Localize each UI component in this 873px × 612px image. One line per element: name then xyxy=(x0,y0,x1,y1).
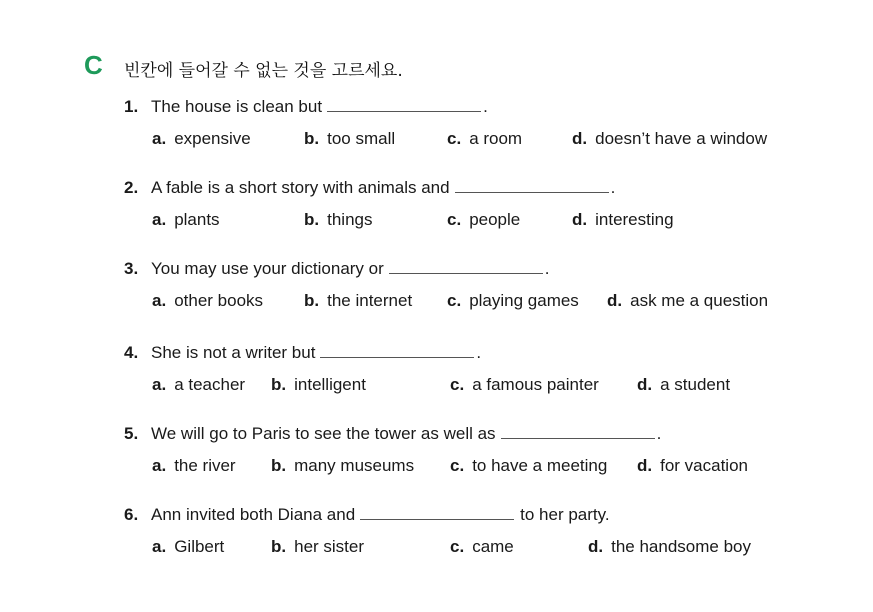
option-text: a room xyxy=(469,129,523,148)
option-text: a teacher xyxy=(174,375,246,394)
option-2d xyxy=(572,210,674,230)
option-letter: c. xyxy=(450,375,465,394)
option-1d xyxy=(572,129,767,149)
option-6d xyxy=(588,537,751,557)
option-letter: a. xyxy=(152,375,167,394)
option-3b xyxy=(304,291,412,311)
question-number: 6. xyxy=(124,505,139,524)
question-text-after: . xyxy=(483,97,488,116)
option-letter: c. xyxy=(447,291,462,310)
option-letter: c. xyxy=(447,129,462,148)
option-letter: d. xyxy=(588,537,604,556)
question-number: 1. xyxy=(124,97,139,116)
answer-blank xyxy=(327,97,481,112)
question-number: 2. xyxy=(124,178,139,197)
option-4a xyxy=(152,375,245,395)
question-6 xyxy=(124,505,610,525)
question-1 xyxy=(124,97,488,117)
option-text: doesn’t have a window xyxy=(595,129,768,148)
question-text: She is not a writer but xyxy=(151,343,316,362)
option-text: the river xyxy=(174,456,236,475)
option-text: expensive xyxy=(174,129,251,148)
option-1b xyxy=(304,129,395,149)
option-2b xyxy=(304,210,372,230)
option-4d xyxy=(637,375,730,395)
answer-blank xyxy=(501,424,655,439)
answer-blank xyxy=(455,178,609,193)
option-text: a student xyxy=(660,375,731,394)
option-letter: c. xyxy=(447,210,462,229)
option-letter: d. xyxy=(637,456,653,475)
option-5b xyxy=(271,456,414,476)
option-letter: c. xyxy=(450,537,465,556)
question-text-after: to her party. xyxy=(520,505,610,524)
question-number: 3. xyxy=(124,259,139,278)
option-text: came xyxy=(472,537,514,556)
option-2a xyxy=(152,210,220,230)
question-text-after: . xyxy=(544,259,550,278)
option-letter: a. xyxy=(152,537,167,556)
question-number: 4. xyxy=(124,343,139,362)
option-text: a famous painter xyxy=(472,375,599,394)
option-3d xyxy=(607,291,768,311)
option-letter: b. xyxy=(304,129,320,148)
option-text: ask me a question xyxy=(630,291,769,310)
question-text: The house is clean but xyxy=(151,97,323,116)
option-3c xyxy=(447,291,579,311)
question-text-after: . xyxy=(610,178,616,197)
option-letter: d. xyxy=(572,210,588,229)
option-text: people xyxy=(469,210,521,229)
option-1c xyxy=(447,129,522,149)
option-text: her sister xyxy=(294,537,365,556)
question-number: 5. xyxy=(124,424,139,443)
option-3a xyxy=(152,291,263,311)
question-2 xyxy=(124,178,615,198)
option-letter: b. xyxy=(271,456,287,475)
option-text: for vacation xyxy=(660,456,748,475)
option-text: the internet xyxy=(327,291,413,310)
question-text: Ann invited both Diana and xyxy=(151,505,356,524)
option-text: to have a meeting xyxy=(472,456,608,475)
question-5 xyxy=(124,424,661,444)
option-6b xyxy=(271,537,364,557)
option-text: too small xyxy=(327,129,396,148)
option-6a xyxy=(152,537,224,557)
option-letter: b. xyxy=(304,210,320,229)
question-4 xyxy=(124,343,481,363)
option-letter: d. xyxy=(637,375,653,394)
option-text: many museums xyxy=(294,456,415,475)
option-4b xyxy=(271,375,366,395)
option-5a xyxy=(152,456,236,476)
answer-blank xyxy=(360,505,514,520)
question-3 xyxy=(124,259,550,279)
question-text-after: . xyxy=(476,343,482,362)
answer-blank xyxy=(320,343,474,358)
option-text: other books xyxy=(174,291,264,310)
section-letter: C xyxy=(84,50,103,80)
option-text: Gilbert xyxy=(174,537,225,556)
option-letter: a. xyxy=(152,291,167,310)
option-6c xyxy=(450,537,514,557)
question-text-after: . xyxy=(656,424,662,443)
option-2c xyxy=(447,210,520,230)
option-text: intelligent xyxy=(294,375,366,394)
option-letter: b. xyxy=(271,537,287,556)
option-letter: d. xyxy=(607,291,623,310)
option-text: playing games xyxy=(469,291,579,310)
option-text: plants xyxy=(174,210,220,229)
question-text: We will go to Paris to see the tower as well as xyxy=(151,424,496,443)
question-text: You may use your dictionary or xyxy=(151,259,384,278)
option-letter: a. xyxy=(152,129,167,148)
option-letter: c. xyxy=(450,456,465,475)
option-letter: d. xyxy=(572,129,588,148)
option-letter: b. xyxy=(271,375,287,394)
option-text: the handsome boy xyxy=(611,537,751,556)
option-text: interesting xyxy=(595,210,674,229)
option-5c xyxy=(450,456,607,476)
instruction: 빈칸에 들어갈 수 없는 것을 고르세요. xyxy=(124,61,403,81)
option-1a xyxy=(152,129,251,149)
question-text: A fable is a short story with animals and xyxy=(151,178,450,197)
answer-blank xyxy=(389,259,543,274)
option-4c xyxy=(450,375,599,395)
option-letter: b. xyxy=(304,291,320,310)
option-text: things xyxy=(327,210,373,229)
option-5d xyxy=(637,456,748,476)
option-letter: a. xyxy=(152,210,167,229)
option-letter: a. xyxy=(152,456,167,475)
